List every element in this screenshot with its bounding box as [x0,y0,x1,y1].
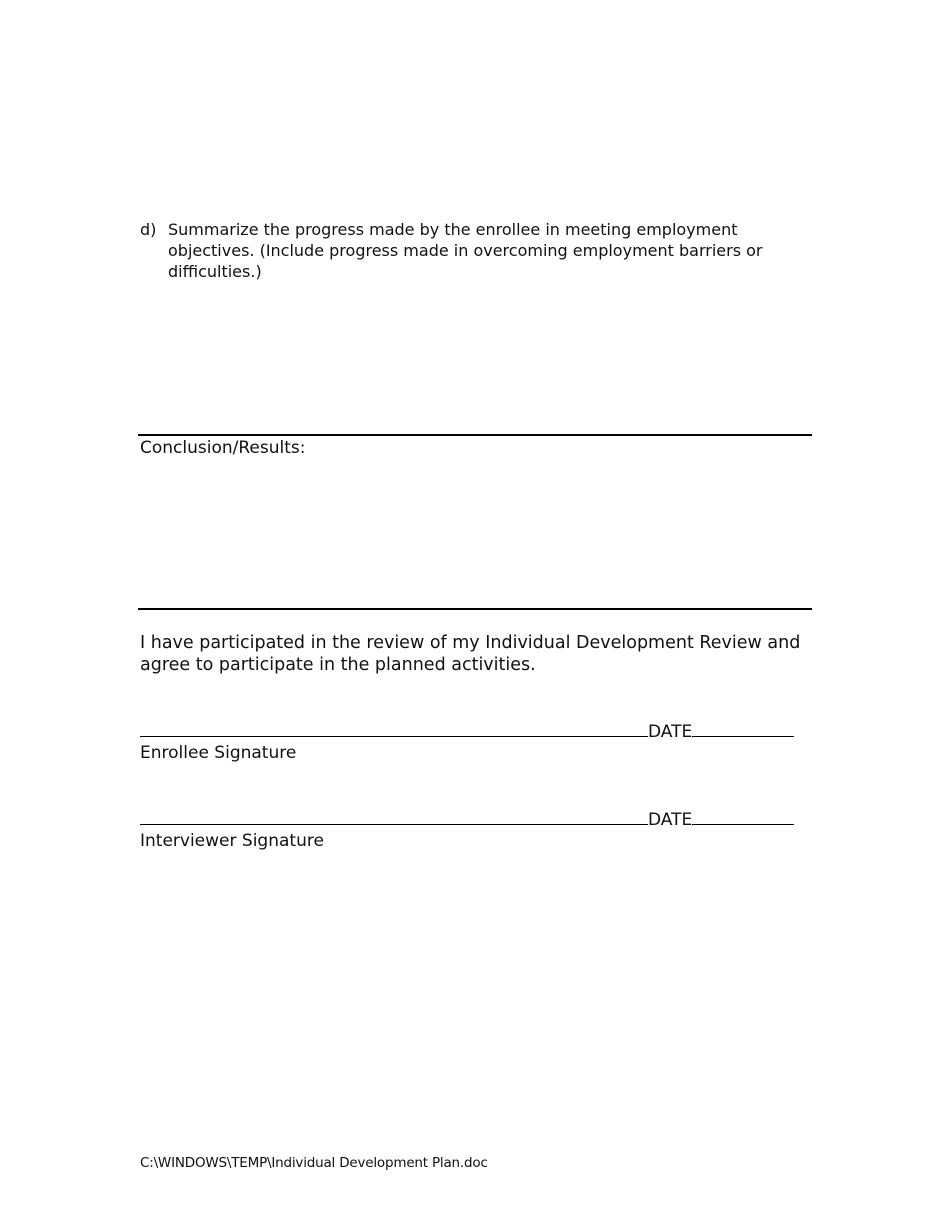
conclusion-results-label: Conclusion/Results: [140,438,306,458]
agreement-statement: I have participated in the review of my Individual Development Review and agree to participate in the planned activities. [140,633,801,675]
item-d-marker: d) [140,220,157,239]
footer-file-path: C:\WINDOWS\TEMP\Individual Development Plan.doc [140,1155,488,1171]
interviewer-signature-label: Interviewer Signature [140,831,324,851]
enrollee-date-field[interactable] [692,720,794,737]
section-divider-1 [138,434,812,436]
section-divider-2 [138,608,812,610]
enrollee-signature-field[interactable] [140,720,648,737]
item-d-question [140,219,810,282]
item-d-text: Summarize the progress made by the enrollee in meeting employment objectives. (Include progress made in overcoming employment barriers or difficulties.) [168,220,763,281]
enrollee-signature-label: Enrollee Signature [140,743,297,763]
interviewer-signature-line [140,808,810,831]
interviewer-signature-field[interactable] [140,808,648,825]
enrollee-signature-line [140,720,810,743]
interviewer-date-field[interactable] [692,808,794,825]
interviewer-date-label: DATE [648,810,693,830]
enrollee-date-label: DATE [648,722,693,742]
